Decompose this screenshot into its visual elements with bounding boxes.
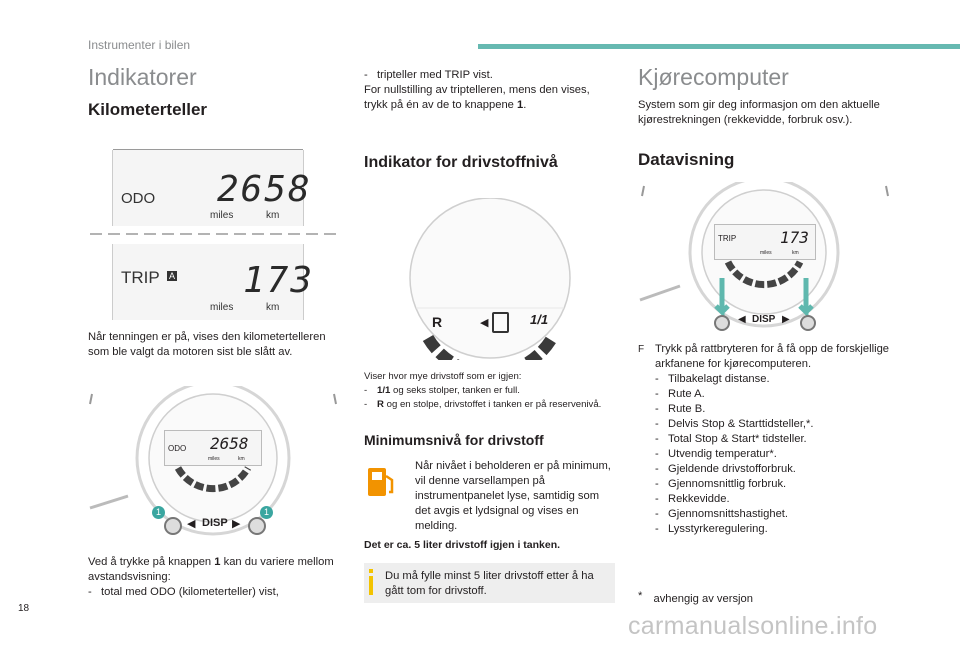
fuel-gauge-full: 1/1 <box>530 312 549 327</box>
trip-disp-label: DISP <box>752 314 776 325</box>
callout-1-left: 1 <box>152 506 165 519</box>
section-label: Instrumenter i bilen <box>88 38 191 52</box>
trip-computer-item: - Rute B. <box>655 402 894 417</box>
trip-computer-item: - Tilbakelagt distanse. <box>655 372 894 387</box>
trip-disp-right-arrow-icon: ▶ <box>782 314 790 325</box>
cluster-odo-label: ODO <box>168 444 187 453</box>
paragraph-ignition: Når tenningen er på, vises den kilometertelleren som ble valgt da motoren sist ble slått av. <box>88 331 326 358</box>
fuel-gauge-arrow-icon: ◀ <box>480 317 489 329</box>
disp-right-arrow-icon: ▶ <box>232 518 241 530</box>
trip-computer-item: - Rekkevidde. <box>655 492 894 507</box>
fuel-caption-full <box>364 384 618 398</box>
trip-computer-intro: System som gir deg informasjon om den aktuelle kjørestrekningen (rekkevidde, forbruk osv.). <box>638 99 880 126</box>
fuel-reserve-text: og en stolpe, drivstoffet i tanken er på reservenivå. <box>383 399 602 410</box>
odo-display <box>112 150 312 226</box>
disp-left-button[interactable] <box>164 517 182 535</box>
paragraph-button <box>88 555 338 600</box>
trip-cluster-illustration <box>636 182 894 334</box>
fuel-warning-icon <box>366 462 396 500</box>
fuel-gauge-r: R <box>432 314 443 330</box>
fuel-full-text: og seks stolper, tanken er full. <box>390 385 520 396</box>
trip-unit-miles: miles <box>210 302 234 313</box>
disp-label: DISP <box>202 517 228 529</box>
trip-value: 173 <box>243 260 315 301</box>
fuel-caption-lead: Viser hvor mye drivstoff som er igjen: <box>364 371 522 382</box>
page-title: Indikatorer <box>88 64 197 90</box>
header-accent-bar <box>478 44 960 49</box>
trip-computer-item: - Gjennomsnittlig forbruk. <box>655 477 894 492</box>
fuel-indicator-title: Indikator for drivstoffnivå <box>364 154 558 171</box>
footnote <box>638 592 753 607</box>
min-fuel-bold: Det er ca. 5 liter drivstoff igjen i tanken. <box>364 539 561 551</box>
trip-computer-item: - Gjeldende drivstofforbruk. <box>655 462 894 477</box>
footnote-text: avhengig av versjon <box>653 593 753 605</box>
button-ref-1: 1 <box>214 556 221 568</box>
trip-computer-item: - Lysstyrkeregulering. <box>655 522 894 537</box>
cluster-trip-unit-km: km <box>792 250 799 256</box>
paragraph-button-text: Ved å trykke på knappen <box>88 556 215 568</box>
fuel-pump-icon <box>492 312 509 333</box>
subtitle-odometer: Kilometerteller <box>88 100 208 119</box>
odo-value: 2658 <box>217 169 312 210</box>
page-number: 18 <box>18 603 30 614</box>
display-separator <box>90 226 338 242</box>
info-icon <box>368 569 374 595</box>
instrument-cluster-illustration <box>86 386 340 548</box>
footnote-star: * <box>638 590 643 602</box>
reset-text: For nullstilling av triptelleren, mens den vises, trykk på én av de to knappene <box>364 84 590 111</box>
cluster-trip-value: 173 <box>780 228 809 247</box>
disp-right-button[interactable] <box>248 517 266 535</box>
trip-sub-label: A <box>169 271 176 281</box>
callout-1-right: 1 <box>260 506 273 519</box>
fuel-caption <box>364 370 618 412</box>
checkbox-icon: F <box>638 344 645 355</box>
trip-computer-item: - Rute A. <box>655 387 894 402</box>
fuel-full-ref: 1/1 <box>377 385 391 396</box>
reset-text-end: . <box>523 99 527 111</box>
trip-computer-item: - Delvis Stop & Starttidsteller,*. <box>655 417 894 432</box>
trip-label: TRIP <box>121 268 160 287</box>
col2-top <box>364 68 616 113</box>
min-fuel-title: Minimumsnivå for drivstoff <box>364 432 544 448</box>
trip-computer-list <box>655 372 894 537</box>
watermark: carmanualsonline.info <box>628 612 878 640</box>
fuel-gauge-illustration <box>406 198 574 360</box>
disp-left-arrow-icon: ◀ <box>187 518 196 530</box>
trip-computer-instructions <box>638 342 894 537</box>
cluster-odo-value: 2658 <box>210 434 249 453</box>
list-item-trip: - tripteller med TRIP vist. <box>364 68 616 83</box>
trip-disp-left-arrow-icon: ◀ <box>738 314 746 325</box>
trip-disp-left-button[interactable] <box>714 315 730 331</box>
cluster-trip-label: TRIP <box>718 234 737 243</box>
note-box <box>364 563 615 603</box>
cluster-trip-unit-miles: miles <box>760 250 772 256</box>
data-display-subtitle: Datavisning <box>638 150 735 169</box>
odo-label: ODO <box>121 190 156 207</box>
reset-button-ref: 1 <box>517 99 524 111</box>
trip-computer-lead: Trykk på rattbryteren for å få opp de forskjellige arkfanene for kjørecomputeren. <box>655 343 890 370</box>
odo-unit-km: km <box>266 210 280 221</box>
odo-unit-miles: miles <box>210 210 234 221</box>
trip-unit-km: km <box>266 302 280 313</box>
cluster-unit-miles: miles <box>208 456 220 462</box>
trip-computer-item: - Total Stop & Start* tidsteller. <box>655 432 894 447</box>
min-fuel-text: Når nivået i beholderen er på minimum, vil denne varsellampen på instrumentpanelet lyse, samtidig som det avgis et lydsignal og vises en melding. <box>415 460 611 532</box>
note-text: Du må fylle minst 5 liter drivstoff etter å ha gått tom for drivstoff. <box>385 570 594 597</box>
trip-computer-item: - Gjennomsnittshastighet. <box>655 507 894 522</box>
paragraph-button-text-end: kan du variere mellom avstandsvisning: <box>88 556 334 583</box>
fuel-reserve-ref: R <box>377 399 384 410</box>
trip-computer-item: - Utvendig temperatur*. <box>655 447 894 462</box>
trip-disp-right-button[interactable] <box>800 315 816 331</box>
list-item-odo: - total med ODO (kilometerteller) vist, <box>88 585 338 600</box>
trip-computer-title: Kjørecomputer <box>638 64 789 90</box>
cluster-unit-km: km <box>238 456 245 462</box>
fuel-caption-reserve <box>364 398 618 412</box>
trip-display <box>112 244 315 320</box>
